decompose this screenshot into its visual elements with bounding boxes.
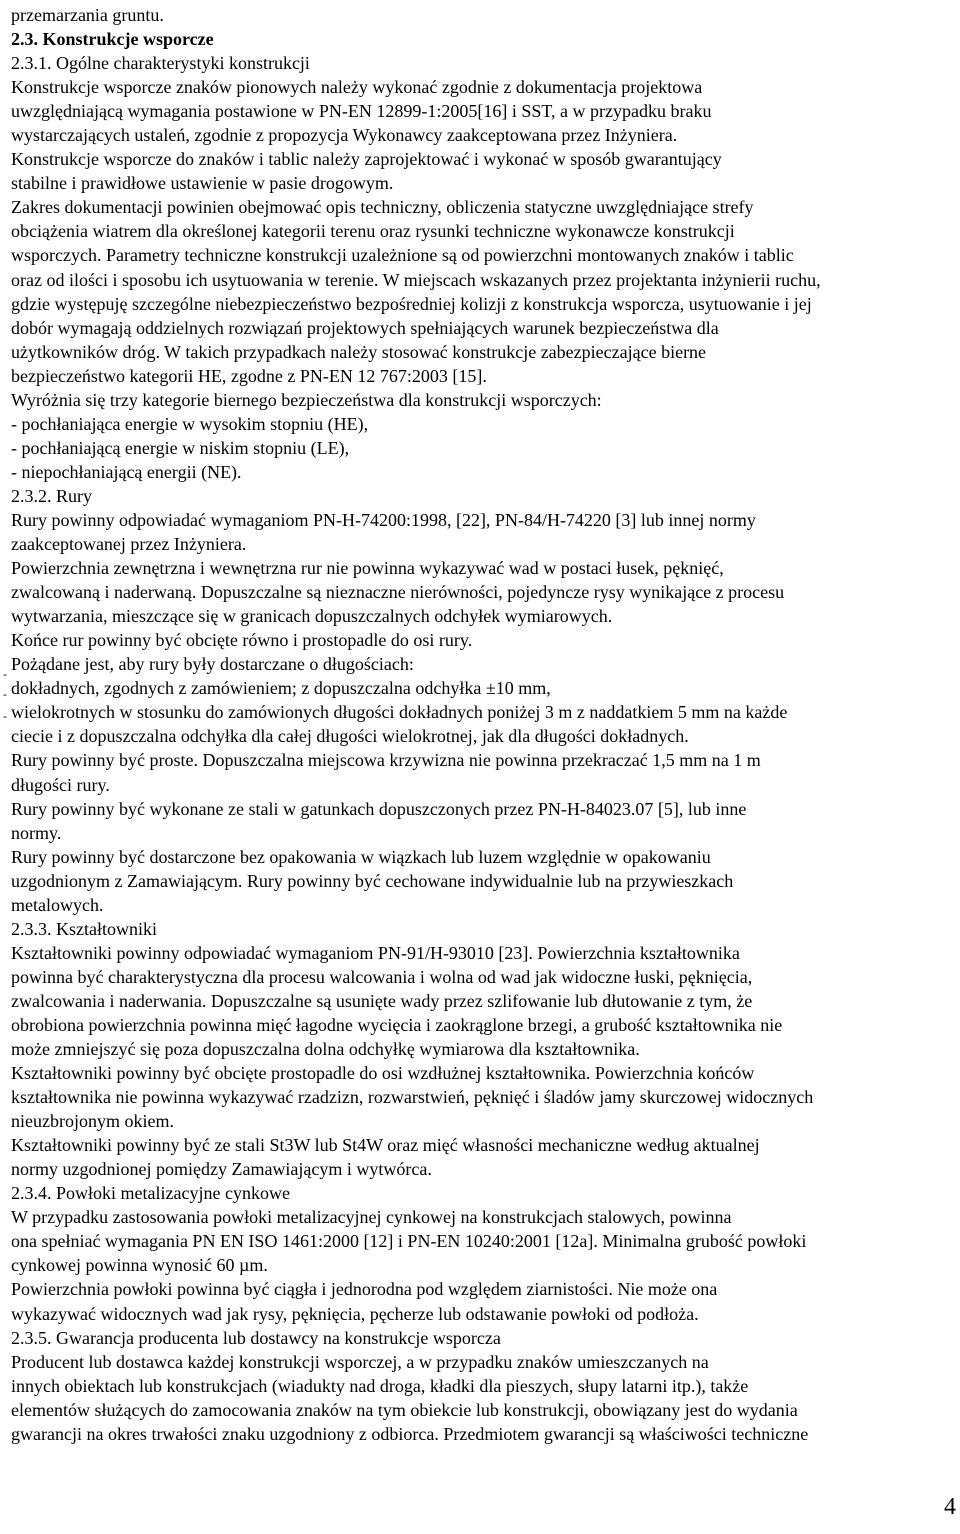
text-line: obrobiona powierzchnia powinna mięć łagodne wycięcia i zaokrąglone brzegi, a grubość kształtownika nie (11, 1014, 783, 1035)
text-line: przemarzania gruntu. (11, 5, 164, 25)
text-line: Kształtowniki powinny być ze stali St3W lub St4W oraz mięć własności mechaniczne według aktualnej (11, 1135, 760, 1156)
text-line: gwarancji na okres trwałości znaku uzgodniony z odbiorca. Przedmiotem gwarancji są właściwości techniczne (11, 1423, 809, 1444)
text-line: normy uzgodnionej pomiędzy Zamawiającym i wytwórca. (11, 1159, 432, 1180)
text-line: zwalcowania i naderwania. Dopuszczalne są usunięte wady przez szlifowanie lub dłutowanie z tym, że (11, 990, 753, 1011)
text-line: 2.3.3. Kształtowniki (11, 918, 157, 939)
text-line: uwzględniającą wymagania postawione w PN-EN 12899-1:2005[16] i SST, a w przypadku braku (11, 101, 712, 122)
text-line: powinna być charakterystyczna dla procesu walcowania i wolna od wad jak widoczne łuski, pęknięcia, (11, 966, 753, 987)
text-line: Pożądane jest, aby rury były dostarczane o długościach: (11, 654, 414, 675)
text-line: Konstrukcje wsporcze znaków pionowych należy wykonać zgodnie z dokumentacja projektowa (11, 77, 703, 98)
text-line: Zakres dokumentacji powinien obejmować opis techniczny, obliczenia statyczne uwzględniające strefy (11, 197, 754, 218)
text-line: dokładnych, zgodnych z zamówieniem; z dopuszczalna odchyłka ±10 mm, (11, 678, 551, 699)
text-line: innych obiektach lub konstrukcjach (wiadukty nad droga, kładki dla pieszych, słupy latarni itp.), także (11, 1375, 749, 1396)
text-line: Konstrukcje wsporcze do znaków i tablic należy zaprojektować i wykonać w sposób gwarantujący (11, 149, 722, 170)
text-line: 2.3.4. Powłoki metalizacyjne cynkowe (11, 1183, 290, 1204)
margin-mark: - (3, 667, 7, 681)
text-line: Powierzchnia zewnętrzna i wewnętrzna rur nie powinna wykazywać wad w postaci łusek, pęknięć, (11, 558, 724, 579)
text-line: stabilne i prawidłowe ustawienie w pasie drogowym. (11, 173, 394, 194)
document-page (11, 3, 949, 1446)
margin-mark: - (3, 687, 7, 701)
text-line: zaakceptowanej przez Inżyniera. (11, 534, 247, 555)
text-line: ona spełniać wymagania PN EN ISO 1461:2000 [12] i PN-EN 10240:2001 [12a]. Minimalna grubość powłoki (11, 1231, 807, 1252)
page-number: 4 (944, 1494, 956, 1520)
text-line: obciążenia wiatrem dla określonej kategorii terenu oraz rysunki techniczne wykonawcze konstrukcji (11, 221, 735, 242)
text-line: Powierzchnia powłoki powinna być ciągła i jednorodna pod względem ziarnistości. Nie może ona (11, 1279, 718, 1300)
text-line: bezpieczeństwo kategorii HE, zgodne z PN-EN 12 767:2003 [15]. (11, 365, 487, 386)
text-line: 2.3.5. Gwarancja producenta lub dostawcy na konstrukcje wsporcza (11, 1327, 501, 1348)
text-line: Kształtowniki powinny być obcięte prostopadle do osi wzdłużnej kształtownika. Powierzchnia końców (11, 1063, 755, 1084)
text-line: wytwarzania, mieszczące się w granicach dopuszczalnych odchyłek wymiarowych. (11, 606, 613, 627)
text-line: cynkowej powinna wynosić 60 µm. (11, 1255, 268, 1276)
text-line: - niepochłaniającą energii (NE). (11, 461, 242, 482)
text-line: Rury powinny być dostarczone bez opakowania w wiązkach lub luzem względnie w opakowaniu (11, 846, 711, 867)
text-line: Producent lub dostawca każdej konstrukcji wsporczej, a w przypadku znaków umieszczanych na (11, 1351, 709, 1372)
text-line: normy. (11, 822, 62, 843)
text-line: 2.3.2. Rury (11, 485, 92, 506)
text-line: Końce rur powinny być obcięte równo i prostopadle do osi rury. (11, 630, 473, 651)
text-line: wystarczających ustaleń, zgodnie z propozycja Wykonawcy zaakceptowana przez Inżyniera. (11, 125, 678, 146)
text-line: Wyróżnia się trzy kategorie biernego bezpieczeństwa dla konstrukcji wsporczych: (11, 389, 602, 410)
text-line: uzgodnionym z Zamawiającym. Rury powinny być cechowane indywidualnie lub na przywieszkach (11, 870, 734, 891)
text-line: Rury powinny odpowiadać wymaganiom PN-H-74200:1998, [22], PN-84/H-74220 [3] lub innej normy (11, 509, 756, 530)
text-line: zwalcowaną i naderwaną. Dopuszczalne są nieznaczne nierówności, pojedyncze rysy wynikające z procesu (11, 582, 785, 603)
text-line: nieuzbrojonym okiem. (11, 1111, 174, 1132)
text-line: gdzie występuję szczególne niebezpieczeństwo bezpośredniej kolizji z konstrukcja wsporcza, usytuowanie i jej (11, 293, 812, 314)
text-line: kształtownika nie powinna wykazywać rzadzizn, rozwarstwień, pęknięć i śladów jamy skurczowej widocznych (11, 1087, 814, 1108)
text-line: może zmniejszyć się poza dopuszczalna dolna odchyłkę wymiarowa dla kształtownika. (11, 1039, 640, 1060)
text-line: wsporczych. Parametry techniczne konstrukcji uzależnione są od powierzchni montowanych znaków i tablic (11, 245, 794, 266)
text-line: - pochłaniającą energie w niskim stopniu (LE), (11, 437, 350, 458)
text-line: wykazywać widocznych wad jak rysy, pęknięcia, pęcherze lub odstawanie powłoki od podłoża. (11, 1303, 699, 1324)
text-line: oraz od ilości i sposobu ich usytuowania w terenie. W miejscach wskazanych przez projektanta inżynierii ruchu, (11, 269, 821, 290)
section-heading: 2.3. Konstrukcje wsporcze (11, 29, 214, 50)
text-line: dobór wymagają oddzielnych rozwiązań projektowych spełniających warunek bezpieczeństwa dla (11, 317, 719, 338)
text-line: ciecie i z dopuszczalna odchyłka dla całej długości wielokrotnej, jak dla długości dokładnych. (11, 726, 689, 747)
text-line: elementów służących do zamocowania znaków na tym obiekcie lub konstrukcji, obowiązany jest do wydania (11, 1399, 798, 1420)
text-line: metalowych. (11, 894, 104, 915)
text-line: W przypadku zastosowania powłoki metalizacyjnej cynkowej na konstrukcjach stalowych, powinna (11, 1207, 732, 1228)
text-line: Kształtowniki powinny odpowiadać wymaganiom PN-91/H-93010 [23]. Powierzchnia kształtownika (11, 942, 740, 963)
text-line: użytkowników dróg. W takich przypadkach należy stosować konstrukcje zabezpieczające bierne (11, 341, 707, 362)
margin-mark: - (3, 709, 7, 723)
text-line: 2.3.1. Ogólne charakterystyki konstrukcji (11, 53, 310, 74)
text-line: Rury powinny być proste. Dopuszczalna miejscowa krzywizna nie powinna przekraczać 1,5 mm na 1 m (11, 750, 761, 771)
text-line: - pochłaniająca energie w wysokim stopniu (HE), (11, 413, 369, 434)
text-line: Rury powinny być wykonane ze stali w gatunkach dopuszczonych przez PN-H-84023.07 [5], lub inne (11, 798, 747, 819)
text-line: długości rury. (11, 774, 110, 795)
text-line: wielokrotnych w stosunku do zamówionych długości dokładnych poniżej 3 m z naddatkiem 5 mm na każde (11, 702, 788, 723)
